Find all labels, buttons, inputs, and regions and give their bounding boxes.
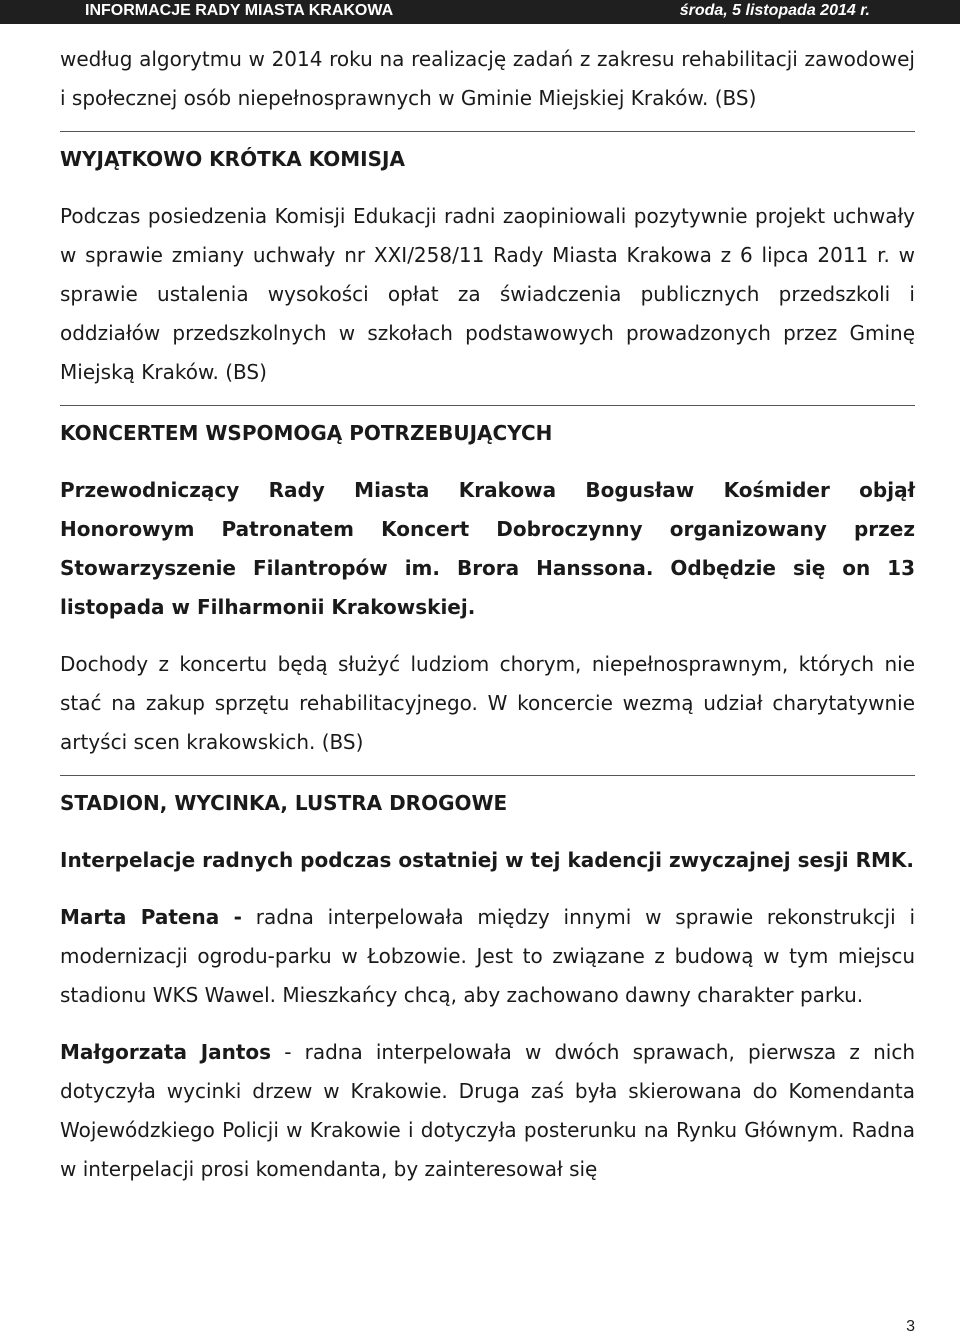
section-divider — [60, 405, 915, 406]
header-publication-title: INFORMACJE RADY MIASTA KRAKOWA — [85, 2, 394, 19]
paragraph-komisja: Podczas posiedzenia Komisji Edukacji radni zaopiniowali pozytywnie projekt uchwały w sprawie zmiany uchwały nr XXI/258/11 Rady Miasta Krakowa z 6 lipca 2011 r. w sprawie ustalenia wysokości opłat za świadczenia publicznych przedszkoli i oddziałów przedszkolnych w szkołach podstawowych prowadzonych przez Gminę Miejską Kraków. (BS) — [60, 204, 915, 384]
section-divider — [60, 131, 915, 132]
page-number: 3 — [906, 1318, 915, 1335]
document-body — [60, 40, 915, 1189]
paragraph-patena — [60, 898, 915, 1015]
councillor-name: Marta Patena - — [60, 905, 242, 929]
page-header — [0, 0, 960, 24]
paragraph-koncert: Dochody z koncertu będą służyć ludziom chorym, niepełnosprawnym, których nie stać na zakup sprzętu rehabilitacyjnego. W koncercie wezmą udział charytatywnie artyści scen krakowskich. (BS) — [60, 652, 915, 754]
section-divider — [60, 775, 915, 776]
councillor-name: Małgorzata Jantos — [60, 1040, 272, 1064]
paragraph-text: radna interpelowała między innymi w sprawie rekonstrukcji i modernizacji ogrodu-parku w Łobzowie. Jest to związane z budową w tym miejscu stadionu WKS Wawel. Mieszkańcy chcą, aby zachowano dawny charakter parku. — [60, 905, 915, 1007]
paragraph-text: - radna interpelowała w dwóch sprawach, pierwsza z nich dotyczyła wycinki drzew w Krakowie. Druga zaś była skierowana do Komendanta Wojewódzkiego Policji w Krakowie i dotyczyła posterunku na Rynku Głównym. Radna w interpelacji prosi komendanta, by zainteresował się — [60, 1040, 915, 1181]
lead-paragraph-interpelacje: Interpelacje radnych podczas ostatniej w tej kadencji zwyczajnej sesji RMK. — [60, 848, 915, 872]
lead-paragraph-koncert: Przewodniczący Rady Miasta Krakowa Bogusław Kośmider objął Honorowym Patronatem Koncert Dobroczynny organizowany przez Stowarzyszenie Filantropów im. Brora Hanssona. Odbędzie się on 13 listopada w Filharmonii Krakowskiej. — [60, 478, 915, 619]
section-heading-koncert: KONCERTEM WSPOMOGĄ POTRZEBUJĄCYCH — [60, 421, 553, 445]
intro-paragraph: według algorytmu w 2014 roku na realizację zadań z zakresu rehabilitacji zawodowej i społecznej osób niepełnosprawnych w Gminie Miejskiej Kraków. (BS) — [60, 47, 915, 110]
section-heading-stadion: STADION, WYCINKA, LUSTRA DROGOWE — [60, 791, 508, 815]
paragraph-jantos — [60, 1033, 915, 1189]
header-date: środa, 5 listopada 2014 r. — [679, 2, 870, 19]
section-heading-komisja: WYJĄTKOWO KRÓTKA KOMISJA — [60, 147, 405, 171]
